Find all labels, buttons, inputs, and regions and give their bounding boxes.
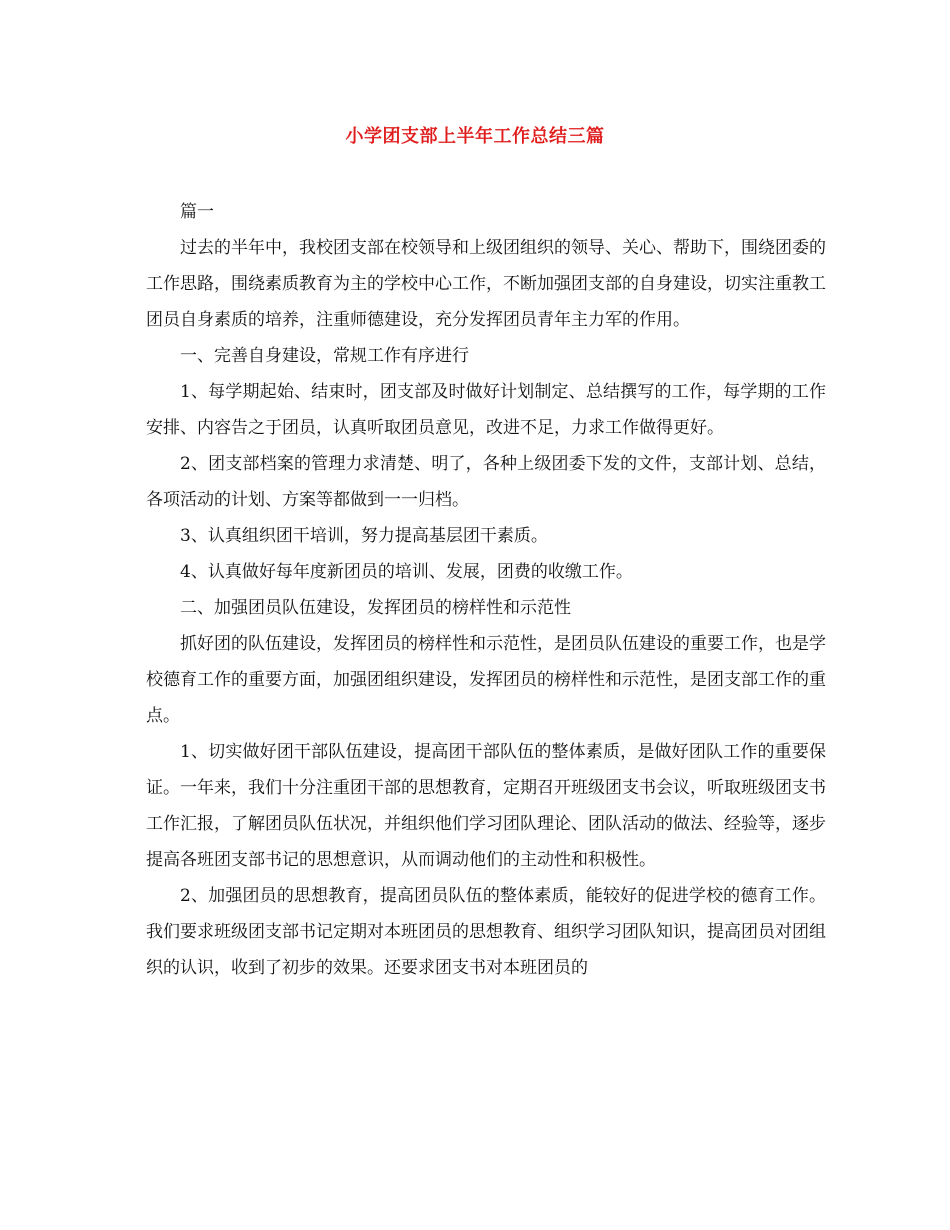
section-heading: 二、加强团员队伍建设，发挥团员的榜样性和示范性 <box>180 598 571 618</box>
paragraph: 4、认真做好每年度新团员的培训、发展，团费的收缴工作。 <box>180 562 633 582</box>
section-heading: 一、完善自身建设，常规工作有序进行 <box>180 346 469 366</box>
paragraph: 1、切实做好团干部队伍建设，提高团干部队伍的整体素质，是做好团队工作的重要保证。一年来，我们十分注重团干部的思想教育，定期召开班级团支书会议，听取班级团支书工作汇报，了解团员队伍状况，并组织他们学习团队理论、团队活动的做法、经验等，逐步提高各班团支部书记的思想意识，从而调动他们的主动性和积极性。 <box>146 742 826 870</box>
document-title: 小学团支部上半年工作总结三篇 <box>345 126 605 147</box>
paragraph: 2、加强团员的思想教育，提高团员队伍的整体素质，能较好的促进学校的德育工作。我们要求班级团支部书记定期对本班团员的思想教育、组织学习团队知识，提高团员对团组织的认识，收到了初步的效果。还要求团支书对本班团员的 <box>146 886 826 978</box>
paragraph: 3、认真组织团干培训，努力提高基层团干素质。 <box>180 526 548 546</box>
paragraph: 过去的半年中，我校团支部在校领导和上级团组织的领导、关心、帮助下，围绕团委的工作思路，围绕素质教育为主的学校中心工作，不断加强团支部的自身建设，切实注重教工团员自身素质的培养，注重师德建设，充分发挥团员青年主力军的作用。 <box>146 238 826 330</box>
paragraph: 1、每学期起始、结束时，团支部及时做好计划制定、总结撰写的工作，每学期的工作安排、内容告之于团员，认真听取团员意见，改进不足，力求工作做得更好。 <box>146 382 826 438</box>
document-body <box>146 194 826 986</box>
paragraph: 2、团支部档案的管理力求清楚、明了，各种上级团委下发的文件，支部计划、总结，各项活动的计划、方案等都做到一一归档。 <box>146 454 826 510</box>
paragraph: 抓好团的队伍建设，发挥团员的榜样性和示范性，是团员队伍建设的重要工作，也是学校德育工作的重要方面，加强团组织建设，发挥团员的榜样性和示范性，是团支部工作的重点。 <box>146 634 826 726</box>
paragraph: 篇一 <box>180 202 214 222</box>
